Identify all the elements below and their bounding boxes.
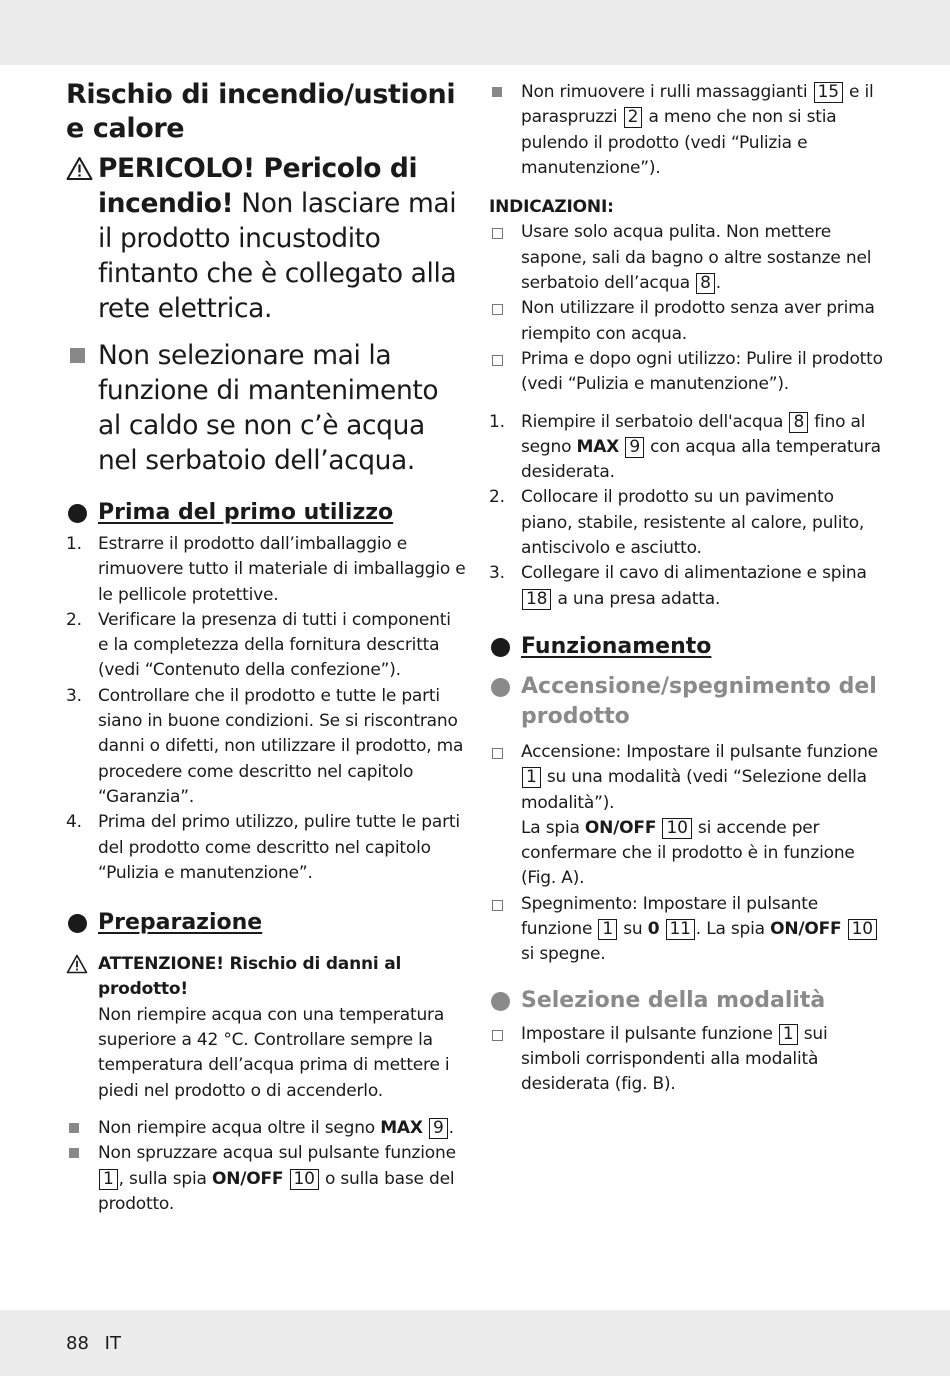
part-ref: 10 (662, 818, 691, 839)
footer-band (0, 1310, 950, 1376)
text: . (448, 1117, 454, 1138)
page-number: 88 (66, 1333, 89, 1354)
list-item (489, 80, 889, 181)
list-item (489, 561, 889, 612)
list-item (489, 485, 889, 561)
part-ref: 1 (99, 1169, 118, 1190)
part-ref: 10 (290, 1169, 319, 1190)
list-item (489, 740, 889, 892)
attention-text: Non riempire acqua con una temperatura superiore a 42 °C. Controllare sempre la temperatura dell’acqua prima di mettere i piedi nel prodotto o di accenderlo. (98, 1004, 450, 1101)
list-item (66, 608, 466, 684)
step-text: Estrarre il prodotto dall’imballaggio e rimuovere tutto il materiale di imballaggio e le pellicole protettive. (98, 534, 466, 605)
danger-label: PERICOLO! Pericolo di incendio! (98, 153, 418, 219)
keyword: ON/OFF (584, 817, 657, 838)
text: Non utilizzare il prodotto senza aver prima riempito con acqua. (521, 298, 875, 344)
section-operation (489, 632, 889, 662)
bullet-dot-icon (68, 914, 87, 933)
text: si accende per confermare che il prodotto è in funzione (Fig. A). (521, 817, 855, 889)
text: Non rimuovere i rulli massaggianti (521, 82, 813, 102)
step-number: 3. (489, 563, 505, 584)
step-number: 1. (489, 411, 505, 432)
text: su una modalità (vedi “Selezione della modalità”). (521, 767, 867, 813)
section-heading-fire-risk: Rischio di incendio/ustioni e calore (66, 79, 456, 144)
text: , sulla spia (118, 1168, 212, 1189)
checkbox-bullet-icon (492, 228, 503, 239)
text: o sulla base del prodotto. (98, 1168, 455, 1214)
subsection-mode (489, 986, 889, 1016)
part-ref: 10 (848, 919, 877, 940)
checkbox-bullet-icon (492, 1030, 503, 1041)
list-item (66, 1141, 466, 1217)
text: Non spruzzare acqua sul pulsante funzione (98, 1143, 456, 1164)
list-item (66, 532, 466, 608)
bullet-dot-icon (491, 992, 510, 1011)
square-bullet-icon (69, 1123, 79, 1133)
preparation-steps (489, 410, 889, 612)
indications-title: INDICAZIONI: (489, 197, 614, 218)
text: si spegne. (521, 944, 606, 965)
step-number: 1. (66, 534, 82, 554)
warning-triangle-icon (66, 954, 88, 974)
part-ref: 11 (666, 919, 695, 940)
square-bullet-icon (69, 1148, 79, 1158)
keyword: MAX (576, 436, 620, 457)
text: La spia (521, 817, 585, 838)
list-item (489, 347, 889, 398)
text: Accensione: Impostare il pulsante funzione (521, 741, 878, 762)
square-bullet-icon (70, 348, 85, 363)
section-preparation (66, 908, 466, 938)
subsection-on-off-title: Accensione/spegnimento del prodotto (521, 673, 877, 729)
step-text: Verificare la presenza di tutti i componenti e la completezza della fornitura descritta (vedi “Contenuto della confezione”). (98, 609, 451, 681)
language-code: IT (104, 1333, 121, 1354)
text: Collocare il prodotto su un pavimento piano, stabile, resistente al calore, pulito, antiscivolo e asciutto. (521, 487, 865, 559)
part-ref: 8 (789, 412, 808, 433)
list-item (66, 810, 466, 886)
part-ref: 1 (598, 919, 617, 940)
text: su (618, 919, 648, 940)
attention-notice (66, 952, 466, 1104)
danger-warning (66, 151, 466, 326)
keyword: MAX (380, 1117, 423, 1138)
text: sui simboli corrispondenti alla modalità desiderata (fig. B). (521, 1023, 828, 1095)
text: . La spia (695, 919, 771, 940)
part-ref: 1 (779, 1024, 798, 1045)
section-preparation-title: Preparazione (98, 910, 263, 936)
list-item (489, 220, 889, 296)
part-ref: 2 (624, 107, 643, 128)
subsection-on-off (489, 672, 889, 732)
list-item (66, 684, 466, 810)
step-text: Controllare che il prodotto e tutte le parti siano in buone condizioni. Se si riscontrano danni o difetti, non utilizzare il prodotto, ma procedere come descritto nel capitolo “Garanzia”. (98, 685, 464, 807)
mode-list (489, 1022, 889, 1098)
first-use-steps (66, 532, 466, 886)
part-ref: 15 (814, 82, 843, 103)
text: Impostare il pulsante funzione (521, 1023, 778, 1044)
text: fino al segno (521, 411, 866, 457)
keyword: ON/OFF (211, 1168, 284, 1189)
section-operation-title: Funzionamento (521, 633, 712, 659)
text: Collegare il cavo di alimentazione e spina (521, 563, 867, 584)
bullet-dot-icon (491, 678, 510, 697)
step-number: 2. (66, 609, 82, 630)
part-ref: 1 (522, 767, 541, 788)
keyword: ON/OFF (770, 919, 842, 940)
text: Non riempire acqua oltre il segno (98, 1117, 381, 1138)
preparation-bullets (66, 1116, 466, 1217)
list-item (66, 1116, 466, 1141)
bullet-dot-icon (491, 638, 510, 657)
square-bullet-icon (492, 87, 502, 97)
warning-triangle-icon (66, 156, 93, 181)
step-text: Prima del primo utilizzo, pulire tutte le parti del prodotto come descritto nel capitolo “Pulizia e manutenzione”. (98, 812, 460, 883)
text: con acqua alla temperatura desiderata. (521, 436, 881, 483)
list-item (489, 410, 889, 486)
warm-function-warning-text: Non selezionare mai la funzione di mantenimento al caldo se non c’è acqua nel serbatoio dell’acqua. (98, 340, 439, 476)
step-number: 3. (66, 685, 82, 706)
page-footer (66, 1333, 131, 1354)
text: a meno che non si stia pulendo il prodotto (vedi “Pulizia e manutenzione”). (521, 107, 837, 178)
step-number: 2. (489, 487, 505, 508)
left-column (66, 78, 466, 1217)
text: Usare solo acqua pulita. Non mettere sapone, sali da bagno o altre sostanze nel serbatoio dell’acqua (521, 222, 872, 294)
section-first-use-title: Prima del primo utilizzo (98, 500, 394, 525)
part-ref: 8 (696, 273, 715, 294)
list-item (489, 296, 889, 347)
on-off-list (489, 740, 889, 968)
text: . (715, 273, 722, 294)
text: Spegnimento: Impostare il pulsante funzione (521, 893, 819, 940)
text: a una presa adatta. (552, 588, 721, 609)
part-ref: 9 (429, 1118, 448, 1139)
checkbox-bullet-icon (492, 900, 503, 911)
list-item (489, 892, 889, 968)
part-ref: 18 (522, 589, 551, 610)
warm-function-warning (66, 338, 466, 478)
checkbox-bullet-icon (492, 355, 503, 366)
text: e il paraspruzzi (521, 82, 874, 128)
danger-text: Non lasciare mai il prodotto incustodito fintanto che è collegato alla rete elettrica. (98, 188, 457, 324)
checkbox-bullet-icon (492, 304, 503, 315)
part-ref: 9 (625, 437, 644, 458)
rollers-bullet (489, 80, 889, 181)
attention-label: ATTENZIONE! Rischio di danni al prodotto! (98, 954, 402, 1000)
text: Prima e dopo ogni utilizzo: Pulire il prodotto (vedi “Pulizia e manutenzione”). (521, 348, 883, 395)
list-item (489, 1022, 889, 1098)
checkbox-bullet-icon (492, 748, 503, 759)
step-number: 4. (66, 812, 82, 833)
subsection-mode-title: Selezione della modalità (521, 987, 826, 1013)
indications-list (489, 220, 889, 397)
bullet-dot-icon (68, 504, 87, 523)
keyword: 0 (647, 919, 660, 940)
text: Riempire il serbatoio dell'acqua (521, 411, 789, 432)
right-column (489, 80, 889, 1098)
section-first-use (66, 498, 466, 528)
header-band (0, 0, 950, 65)
